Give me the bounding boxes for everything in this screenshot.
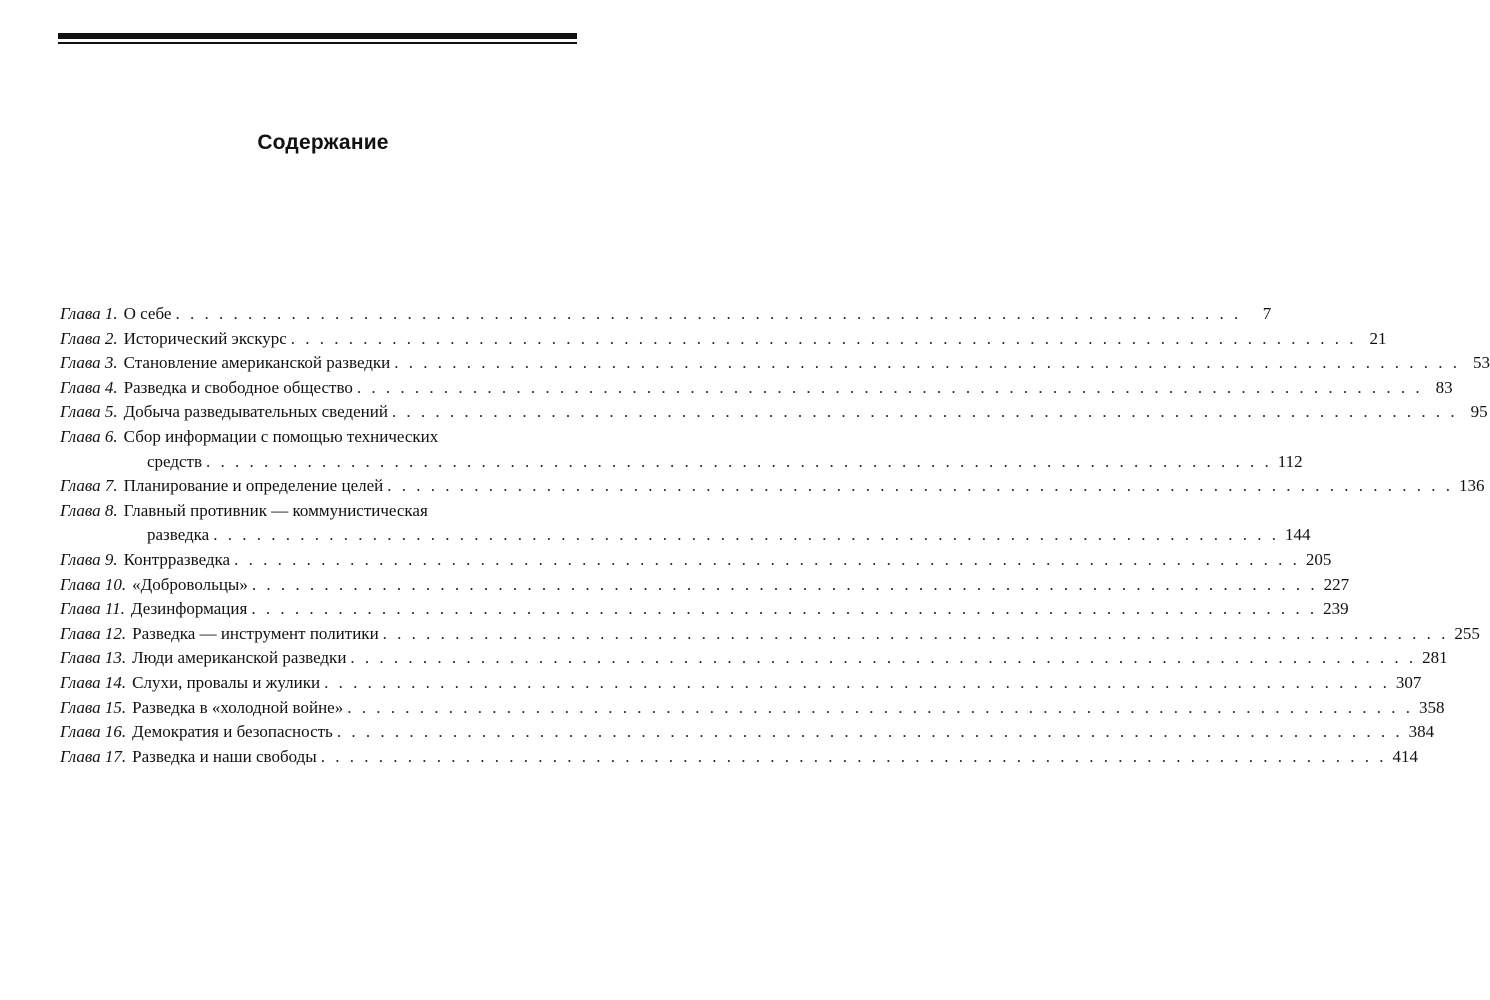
- chapter-title: О себе: [123, 304, 172, 323]
- toc-entry-10[interactable]: [60, 573, 1350, 598]
- page-number: 7: [1262, 304, 1272, 323]
- header-rule-thin: [58, 42, 577, 44]
- toc-entry-4[interactable]: [60, 376, 1453, 401]
- page-number: 144: [1284, 525, 1311, 545]
- chapter-title: Исторический экскурс: [123, 328, 287, 348]
- toc-entry-9[interactable]: [60, 548, 1332, 573]
- chapter-label: Глава 3.: [60, 353, 118, 373]
- toc-entry-13[interactable]: [60, 646, 1448, 671]
- dot-leader: . . . . . . . . . . . . . . . . . . . . . . . . . . . . . . . . . . . . . . . . . . . . . . . . . . . . . . . . . . . . . . . . . . . . . . . . . .: [336, 722, 1403, 742]
- chapter-title: Демократия и безопасность: [132, 722, 333, 742]
- toc-entry-15[interactable]: [60, 696, 1445, 721]
- page-number: 112: [1277, 451, 1303, 471]
- chapter-title: Разведка и свободное общество: [123, 377, 353, 397]
- chapter-title: Разведка — инструмент политики: [132, 623, 379, 643]
- chapter-label: Глава 12.: [60, 623, 127, 643]
- chapter-label: Глава 11.: [60, 599, 125, 619]
- chapter-title-continued: средств: [147, 451, 203, 471]
- chapter-title: Дезинформация: [130, 599, 248, 619]
- page-number: 414: [1392, 746, 1418, 766]
- chapter-label: Глава 4.: [60, 377, 118, 397]
- dot-leader: . . . . . . . . . . . . . . . . . . . . . . . . . . . . . . . . . . . . . . . . . . . . . . . . . . . . . . . . . . . . . . . . . . . . . . . . . .: [234, 549, 1300, 569]
- page-number: 227: [1323, 574, 1350, 594]
- chapter-label: Глава 5.: [60, 402, 118, 422]
- dot-leader: . . . . . . . . . . . . . . . . . . . . . . . . . . . . . . . . . . . . . . . . . . . . . . . . . . . . . . . . . . . . . . . . . . . . . . . . . .: [251, 599, 1318, 619]
- chapter-label: Глава 6.: [60, 426, 118, 446]
- toc-entry-1[interactable]: [60, 302, 1272, 327]
- chapter-label: Глава 14.: [60, 672, 127, 692]
- toc-entry-12[interactable]: [60, 622, 1480, 647]
- chapter-label: Глава 13.: [60, 648, 127, 668]
- page-number: 384: [1408, 722, 1435, 742]
- dot-leader: . . . . . . . . . . . . . . . . . . . . . . . . . . . . . . . . . . . . . . . . . . . . . . . . . . . . . . . . . . . . . . . . . . . . . . . . . .: [391, 402, 1458, 422]
- dot-leader: . . . . . . . . . . . . . . . . . . . . . . . . . . . . . . . . . . . . . . . . . . . . . . . . . . . . . . . . . . . . . . . . . . . . . . . . . .: [324, 672, 1390, 692]
- toc-entry-5[interactable]: [60, 400, 1488, 425]
- dot-leader: . . . . . . . . . . . . . . . . . . . . . . . . . . . . . . . . . . . . . . . . . . . . . . . . . . . . . . . . . . . . . . . . . . . . . . . . . .: [382, 623, 1449, 643]
- chapter-title: Контрразведка: [123, 549, 231, 569]
- chapter-title: Становление американской разведки: [123, 353, 391, 373]
- toc-entry-7[interactable]: [60, 474, 1485, 499]
- toc-entry-11[interactable]: [60, 597, 1349, 622]
- chapter-label: Глава 2.: [60, 328, 118, 348]
- chapter-title: Люди американской разведки: [132, 648, 347, 668]
- chapter-title: Планирование и определение целей: [123, 476, 384, 496]
- page-number: 21: [1369, 328, 1387, 348]
- dot-leader: . . . . . . . . . . . . . . . . . . . . . . . . . . . . . . . . . . . . . . . . . . . . . . . . . . . . . . . . . . . . . . . . . . . . . . . . . .: [213, 525, 1279, 545]
- chapter-title: «Добровольцы»: [132, 574, 248, 594]
- chapter-label: Глава 9.: [60, 549, 118, 569]
- page-title: Содержание: [257, 131, 389, 154]
- page-number: 307: [1395, 672, 1422, 692]
- table-of-contents: [60, 302, 1490, 769]
- page-number: 53: [1473, 353, 1490, 373]
- chapter-label: Глава 7.: [60, 476, 118, 496]
- dot-leader: . . . . . . . . . . . . . . . . . . . . . . . . . . . . . . . . . . . . . . . . . . . . . . . . . . . . . . . . . . . . . . . . . . . . . . . . . .: [290, 328, 1357, 348]
- chapter-title: Главный противник — коммунистическая: [123, 500, 428, 520]
- dot-leader: . . . . . . . . . . . . . . . . . . . . . . . . . . . . . . . . . . . . . . . . . . . . . . . . . . . . . . . . . . . . . . . . . . . . . . . . . .: [320, 746, 1387, 766]
- page-number: 281: [1422, 648, 1448, 668]
- dot-leader: . . . . . . . . . . . . . . . . . . . . . . . . . . . . . . . . . . . . . . . . . . . . . . . . . . . . . . . . . . . . . . . . . . . . . . . . . .: [356, 377, 1423, 397]
- chapter-label: Глава 15.: [60, 697, 127, 717]
- toc-entry-3[interactable]: [60, 351, 1490, 376]
- toc-entry-2[interactable]: [60, 327, 1387, 352]
- chapter-title: Добыча разведывательных сведений: [123, 402, 388, 422]
- toc-entry-14[interactable]: [60, 671, 1422, 696]
- chapter-label: Глава 16.: [60, 722, 127, 742]
- chapter-title: Сбор информации с помощью технических: [123, 426, 439, 446]
- page-number: 95: [1470, 402, 1488, 422]
- page-number: 255: [1454, 623, 1480, 643]
- chapter-label: Глава 10.: [60, 574, 127, 594]
- page-number: 136: [1459, 476, 1485, 496]
- header-rule-thick: [58, 33, 577, 39]
- toc-entry-8[interactable]: [60, 499, 1311, 548]
- toc-entry-6[interactable]: [60, 425, 1303, 474]
- chapter-label: Глава 1.: [60, 304, 118, 323]
- dot-leader: . . . . . . . . . . . . . . . . . . . . . . . . . . . . . . . . . . . . . . . . . . . . . . . . . . . . . . . . . . . . . . . . . . . . . . . . . .: [394, 353, 1461, 373]
- chapter-title: Разведка в «холодной войне»: [132, 697, 344, 717]
- page-number: 205: [1305, 549, 1332, 569]
- page-number: 358: [1418, 697, 1445, 717]
- toc-entry-16[interactable]: [60, 720, 1435, 745]
- dot-leader: . . . . . . . . . . . . . . . . . . . . . . . . . . . . . . . . . . . . . . . . . . . . . . . . . . . . . . . . . . . . . . . . . . . . . . . . . .: [347, 697, 1413, 717]
- dot-leader: . . . . . . . . . . . . . . . . . . . . . . . . . . . . . . . . . . . . . . . . . . . . . . . . . . . . . . . . . . . . . . . . . . . . . . . . . .: [206, 451, 1272, 471]
- page-number: 83: [1435, 377, 1453, 397]
- dot-leader: . . . . . . . . . . . . . . . . . . . . . . . . . . . . . . . . . . . . . . . . . . . . . . . . . . . . . . . . . . . . . . . . . . . . . . . . . .: [350, 648, 1417, 668]
- dot-leader: . . . . . . . . . . . . . . . . . . . . . . . . . . . . . . . . . . . . . . . . . . . . . . . . . . . . . . . . . . . . . . . . . . . . . . . . . .: [175, 304, 1242, 323]
- chapter-label: Глава 8.: [60, 500, 118, 520]
- toc-entry-17[interactable]: [60, 745, 1418, 770]
- chapter-title-continued: разведка: [147, 525, 210, 545]
- chapter-title: Разведка и наши свободы: [132, 746, 317, 766]
- dot-leader: . . . . . . . . . . . . . . . . . . . . . . . . . . . . . . . . . . . . . . . . . . . . . . . . . . . . . . . . . . . . . . . . . . . . . . . . . .: [251, 574, 1318, 594]
- chapter-title: Слухи, провалы и жулики: [132, 672, 321, 692]
- chapter-label: Глава 17.: [60, 746, 127, 766]
- page-number: 239: [1323, 599, 1349, 619]
- dot-leader: . . . . . . . . . . . . . . . . . . . . . . . . . . . . . . . . . . . . . . . . . . . . . . . . . . . . . . . . . . . . . . . . . . . . . . . . . .: [387, 476, 1453, 496]
